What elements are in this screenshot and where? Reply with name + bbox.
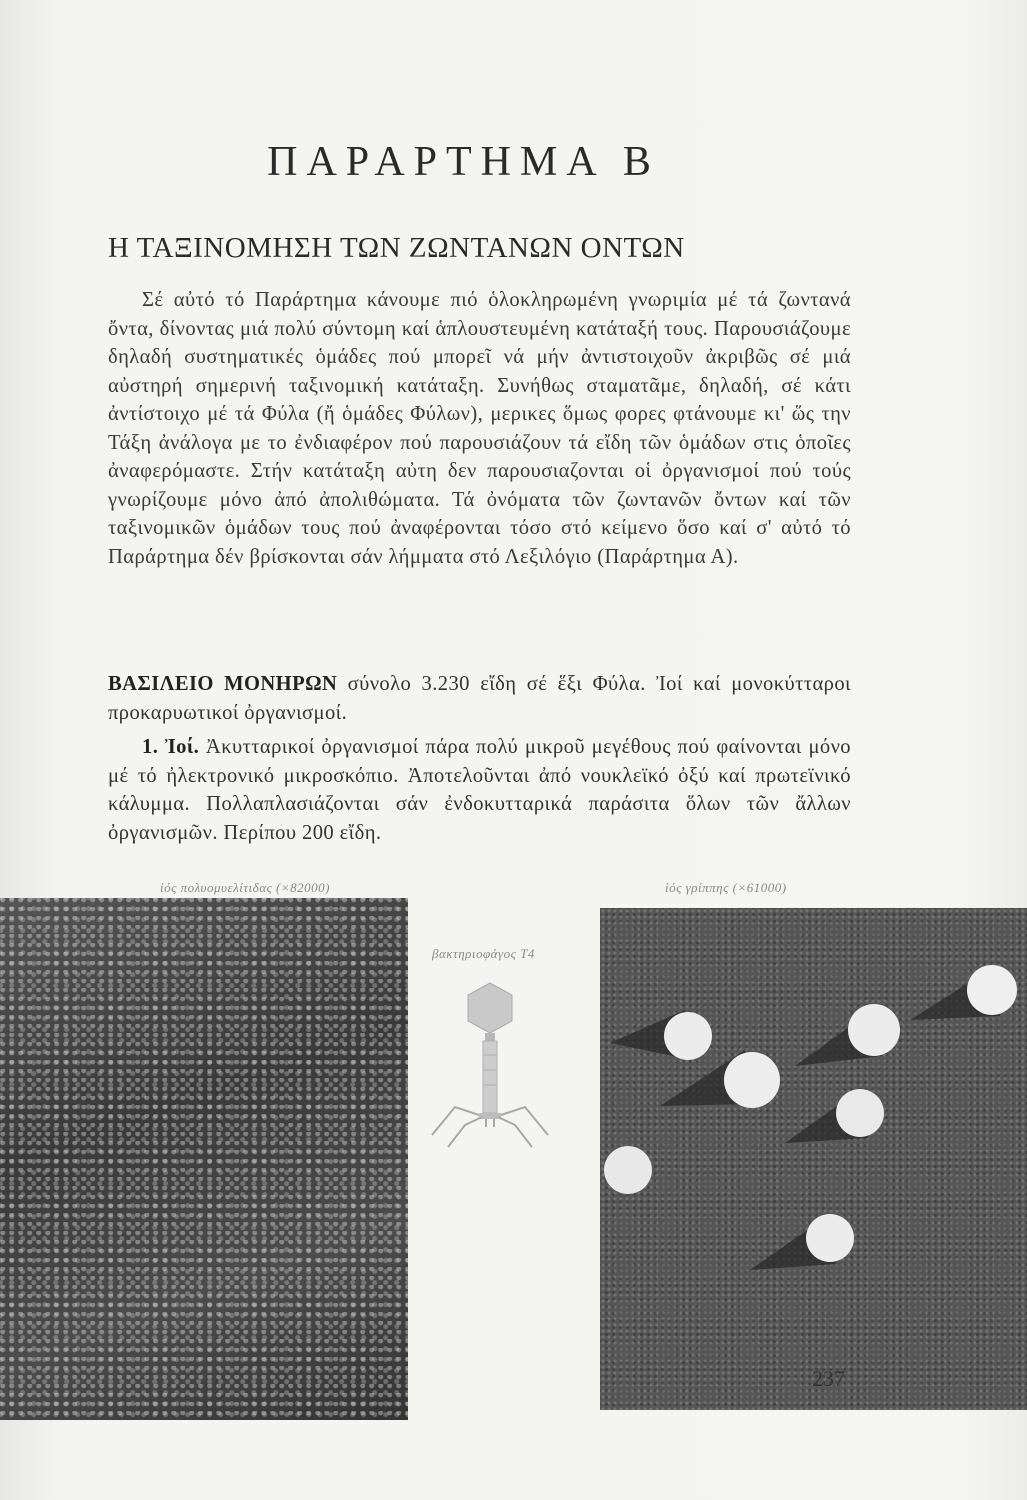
- section-title: Η ΤΑΞΙΝΟΜΗΣΗ ΤΩΝ ΖΩΝΤΑΝΩΝ ΟΝΤΩΝ: [108, 232, 685, 264]
- kingdom-text: σύνολο 3.230 εἴδη σέ ἕξι Φύλα. Ἰοί καί μονοκύτταροι προκαρυωτικοί ὀργανισμοί.: [108, 673, 851, 724]
- kingdom-paragraph: [108, 670, 851, 727]
- caption-polio-virus: ἰός πολυομυελίτιδας (×82000): [160, 880, 330, 895]
- caption-influenza-virus: ἰός γρίππης (×61000): [665, 880, 787, 895]
- caption-bacteriophage: βακτηριοφάγος Τ4: [432, 946, 535, 961]
- viruses-paragraph: [108, 733, 851, 847]
- intro-paragraph: Σέ αὐτό τό Παράρτημα κάνουμε πιό ὁλοκληρωμένη γνωριμία μέ τά ζωντανά ὄντα, δίνοντας μιά πολύ σύντομη καί ἁπλουστευμένη κατάταξή τους. Παρουσιάζουμε δηλαδή συστηματικές ὁμάδες πού μπορεῖ νά μήν ἀντιστοιχοῦν ἀκριβῶς σέ μιά αὐστηρή σημερινή ταξινομική κατάταξη. Συνήθως σταματᾶμε, δηλαδή, σέ κάτι ἀντίστοιχο μέ τά Φύλα (ἤ ὁμάδες Φύλων), μερικες ὅμως φορες φτάνουμε κι' ὥς την Τάξη ἀνάλογα με το ἐνδιαφέρον πού παρουσιάζουν τά εἴδη τῶν ὁμάδων στις ὁποῖες ἀναφερόμαστε. Στήν κατάταξη αὐτη δεν παρουσιαζονται οἱ ὀργανισμοί πού τούς γνωρίζουμε μόνο ἀπό ἀπολιθώματα. Τά ὀνόματα τῶν ζωντανῶν ὄντων καί τῶν ταξινομικῶν ὁμάδων τους πού ἀναφέρονται τόσο στό κείμενο ὅσο καί σ' αὐτό τό Παράρτημα δέν βρίσκονται σάν λήμματα στό Λεξιλόγιο (Παράρτημα Α).: [108, 289, 851, 568]
- bacteriophage-t4-illustration: [420, 975, 570, 1155]
- viruses-heading: 1. Ἰοί.: [142, 736, 200, 758]
- influenza-virus-micrograph: [600, 908, 1027, 1410]
- appendix-title: ΠΑΡΑΡΤΗΜΑ Β: [267, 139, 660, 185]
- kingdom-heading: ΒΑΣΙΛΕΙΟ ΜΟΝΗΡΩΝ: [108, 673, 338, 695]
- viruses-text: Ἀκυτταρικοί ὀργανισμοί πάρα πολύ μικροῦ μεγέθους πού φαίνονται μόνο μέ τό ἠλεκτρονικό μικροσκόπιο. Ἀποτελοῦνται ἀπό νουκλεϊκό ὀξύ καί πρωτεϊνικό κάλυμμα. Πολλαπλασιάζονται σάν ἐνδοκυτταρικά παράσιτα ὅλων τῶν ἄλλων ὀργανισμῶν. Περίπου 200 εἴδη.: [108, 736, 851, 844]
- polio-virus-micrograph: [0, 898, 408, 1420]
- page-number: 237: [812, 1366, 845, 1391]
